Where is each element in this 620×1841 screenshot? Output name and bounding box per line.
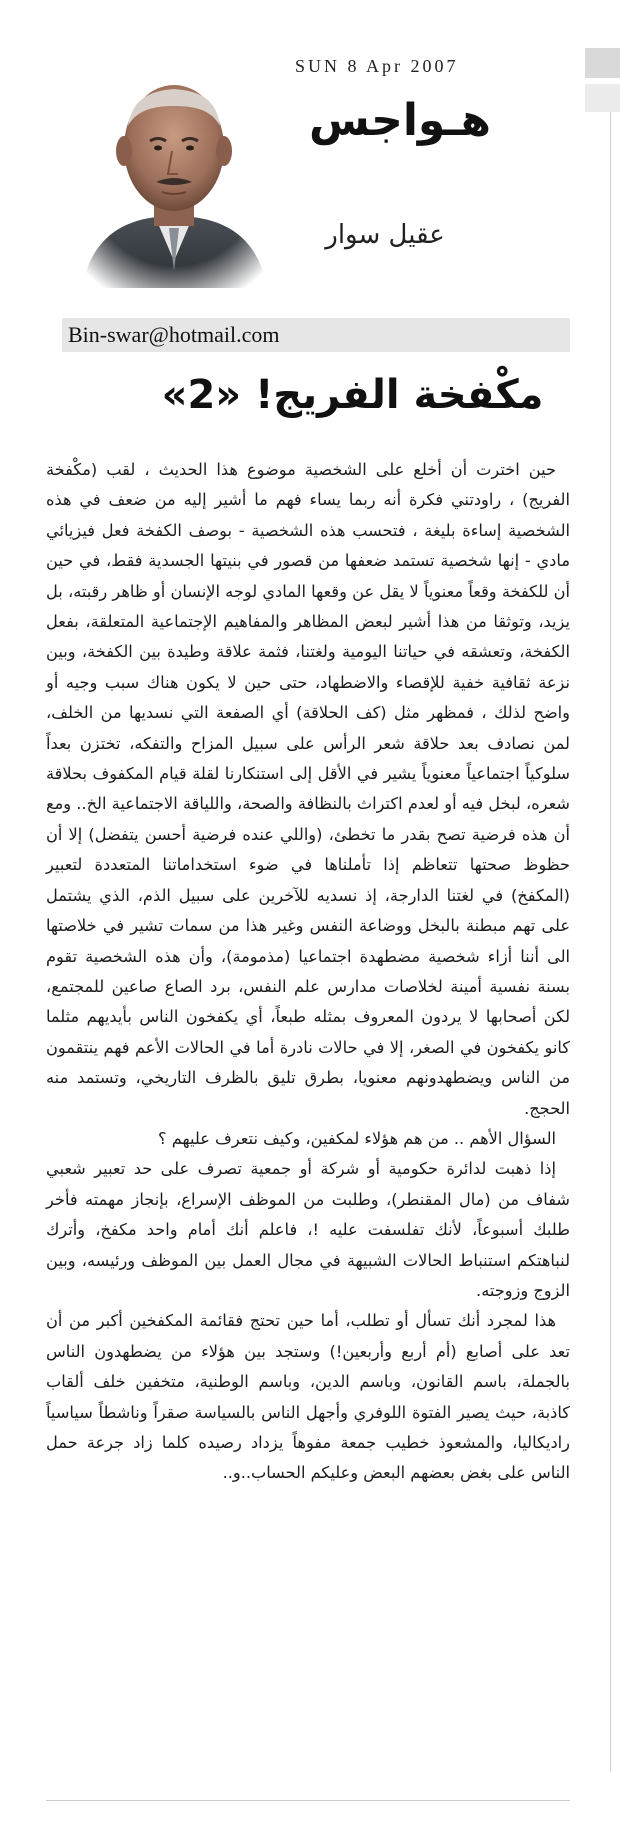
issue-date: SUN 8 Apr 2007 xyxy=(295,56,459,76)
article-paragraph: إذا ذهبت لدائرة حكومية أو شركة أو جمعية تصرف على حد تعبير شعبي شفاف من (مال المقنطر)، وطلبت من الموظف الإسراع، بإنجاز مهمته فأخر طلبك أسبوعاً، لأنك تفلسفت عليه !، فاعلم أنك أمام واحد مكفخ، وأترك لنباهتكم استنباط الحالات الشبيهة في مجال العمل بين الموظف ورئيسه، وبين الزوج وزوجته. xyxy=(46,1159,570,1300)
email-bar xyxy=(62,318,570,352)
page-edge-tab-secondary xyxy=(585,84,620,112)
page-edge-line xyxy=(610,112,611,1772)
column-title: هـواجس xyxy=(308,95,492,146)
author-email[interactable]: Bin-swar@hotmail.com xyxy=(68,322,280,347)
page-edge-tab xyxy=(585,48,620,78)
bottom-divider xyxy=(46,1800,570,1801)
author-portrait xyxy=(72,56,277,288)
article-paragraph: هذا لمجرد أنك تسأل أو تطلب، أما حين تحتج فقائمة المكفخين أكبر من أن تعد على أصابع (أم أربع وأربعين!) وستجد بين هؤلاء من يضطهدون الناس بالجملة، باسم القانون، وباسم الدين، وباسم الوطنية، متخفين خلف ألقاب كاذبة، حيث يصير الفتوة اللوفري وأجهل الناس بالسياسة صقراً وناشطاً سياسياً راديكاليا، والمشعوذ خطيب جمعة مفوهاً يزداد رصيده كلما زاد جرعة حمل الناس على بغض بعضهم البعض وعليكم الحساب..و.. xyxy=(46,1311,570,1483)
article-headline: مكْفخة الفريج! «2» xyxy=(161,372,544,418)
article-paragraph: السؤال الأهم .. من هم هؤلاء لمكفين، وكيف نتعرف عليهم ؟ xyxy=(158,1128,556,1148)
article-body xyxy=(46,455,570,1489)
article-paragraph: حين اخترت أن أخلع على الشخصية موضوع هذا الحديث ، لقب (مكْفخة الفريج) ، راودتني فكرة أنه ربما يساء فهم ما أشير إليه من ضعف في هذه الشخصية إساءة بليغة ، فتحسب هذه الشخصية - بوصف الكفخة فعل فيزيائي مادي - إنها شخصية تستمد ضعفها من قصور في بنيتها الجسدية فقط، في حين أن للكفخة وقعاً معنوياً لا يقل عن وقعها المادي لوجه الإنسان أو ظاهر رقبته، بل يزيد، وتوثقا من هذا أشير لبعض المظاهر والمفاهيم الإجتماعية المتعلقة، بفعل الكفخة، وتعشقه في حياتنا اليومية ولغتنا، فثمة علاقة وطيدة بين الكفخة، وبين نزعة ثقافية خفية للإقصاء والاضطهاد، حتى حين لا يكون هناك سبب وجيه أو واضح لذلك ، فمظهر مثل (كف الحلاقة) أي الصفعة التي نسديها من الخلف، لمن نصادف بعد حلاقة شعر الرأس على سبيل المزاح والتفكه، تختزن بعداً سلوكياً اجتماعياً معنوياً يشير في الأقل إلى استنكارنا لقلة قيام المكفوف بحلاقة شعره، لبخل فيه أو لعدم اكتراث بالنظافة والصحة، واللياقة الاجتماعية الخ.. ومع أن هذه فرضية تصح بقدر ما تخطئ، (واللي عنده فرضية أحسن يتفضل) إلا أن حظوظ صحتها تتعاظم إذا تأملناها في ضوء استخداماتنا المتعددة لتعبير (المكفخ) في لغتنا الدارجة، إذ نسديه للآخرين على سبيل الذم، الذي يشتمل على تهم مبطنة بالبخل ووضاعة النفس وغير هذا من سمات تشير في خلاصتها الى أننا أزاء شخصية مضطهدة اجتماعيا (مذمومة)، وأن هذه الشخصية تقوم بسنة نفسية أمينة لخلاصات مدارس علم النفس، برد الصاع صاعين للمجتمع، لكن أصحابها لا يردون المعروف بمثله طبعاً، أي يكفخون الناس بأيديهم مثلما كانو يكفخون في الصغر، إلا في حالات نادرة أما في الحالات الأعم فهم ينتقمون من الناس ويضطهدونهم معنويا، بطرق تليق بالظرف التاريخي، وتستمد منه الحجج. xyxy=(46,460,570,1118)
author-name: عقيل سوار xyxy=(325,220,445,250)
